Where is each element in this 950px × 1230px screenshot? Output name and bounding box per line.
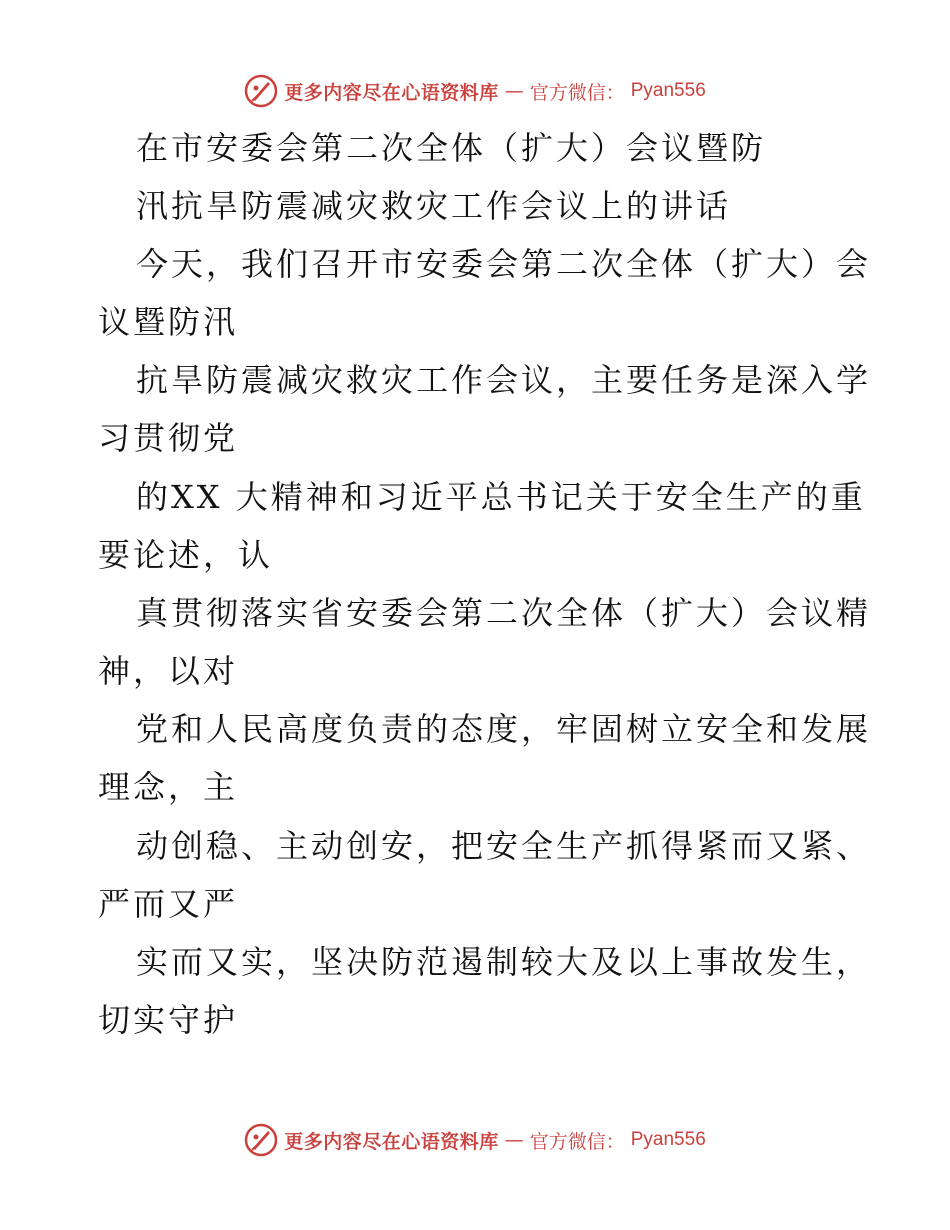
body-line: 要论述，认	[98, 536, 274, 574]
body-line: 的XX 大精神和习近平总书记关于安全生产的重	[136, 478, 866, 516]
footer-banner	[0, 1120, 950, 1160]
banner-site-name: 更多内容尽在心语资料库	[284, 1130, 499, 1153]
header-banner	[0, 71, 950, 111]
body-line: 动创稳、主动创安，把安全生产抓得紧而又紧、	[136, 827, 872, 865]
title-line-1: 在市安委会第二次全体（扩大）会议暨防	[136, 129, 767, 167]
body-line: 今天，我们召开市安委会第二次全体（扩大）会	[136, 245, 872, 283]
banner-wechat-id: Pyan556	[630, 80, 706, 101]
body-line: 真贯彻落实省安委会第二次全体（扩大）会议精	[136, 594, 872, 632]
quill-pen-logo-icon	[244, 1123, 278, 1157]
body-line: 抗旱防震减灾救灾工作会议，主要任务是深入学	[136, 361, 872, 399]
banner-wechat-label: 官方微信：	[529, 1130, 625, 1153]
banner-separator: —	[504, 80, 524, 102]
body-line: 实而又实，坚决防范遏制较大及以上事故发生，	[136, 943, 872, 981]
banner-site-name: 更多内容尽在心语资料库	[284, 81, 499, 104]
quill-pen-logo-icon	[244, 74, 278, 108]
body-line: 理念，主	[98, 768, 239, 806]
body-line: 党和人民高度负责的态度，牢固树立安全和发展	[136, 710, 872, 748]
banner-wechat-label: 官方微信：	[529, 81, 625, 104]
body-line: 议暨防汛	[98, 303, 239, 341]
title-line-2: 汛抗旱防震减灾救灾工作会议上的讲话	[136, 187, 732, 225]
body-line: 神，以对	[98, 652, 239, 690]
banner-wechat-id: Pyan556	[630, 1129, 706, 1150]
body-line: 习贯彻党	[98, 419, 239, 457]
body-line: 严而又严	[98, 885, 239, 923]
body-line: 切实守护	[98, 1001, 239, 1039]
banner-separator: —	[504, 1129, 524, 1151]
